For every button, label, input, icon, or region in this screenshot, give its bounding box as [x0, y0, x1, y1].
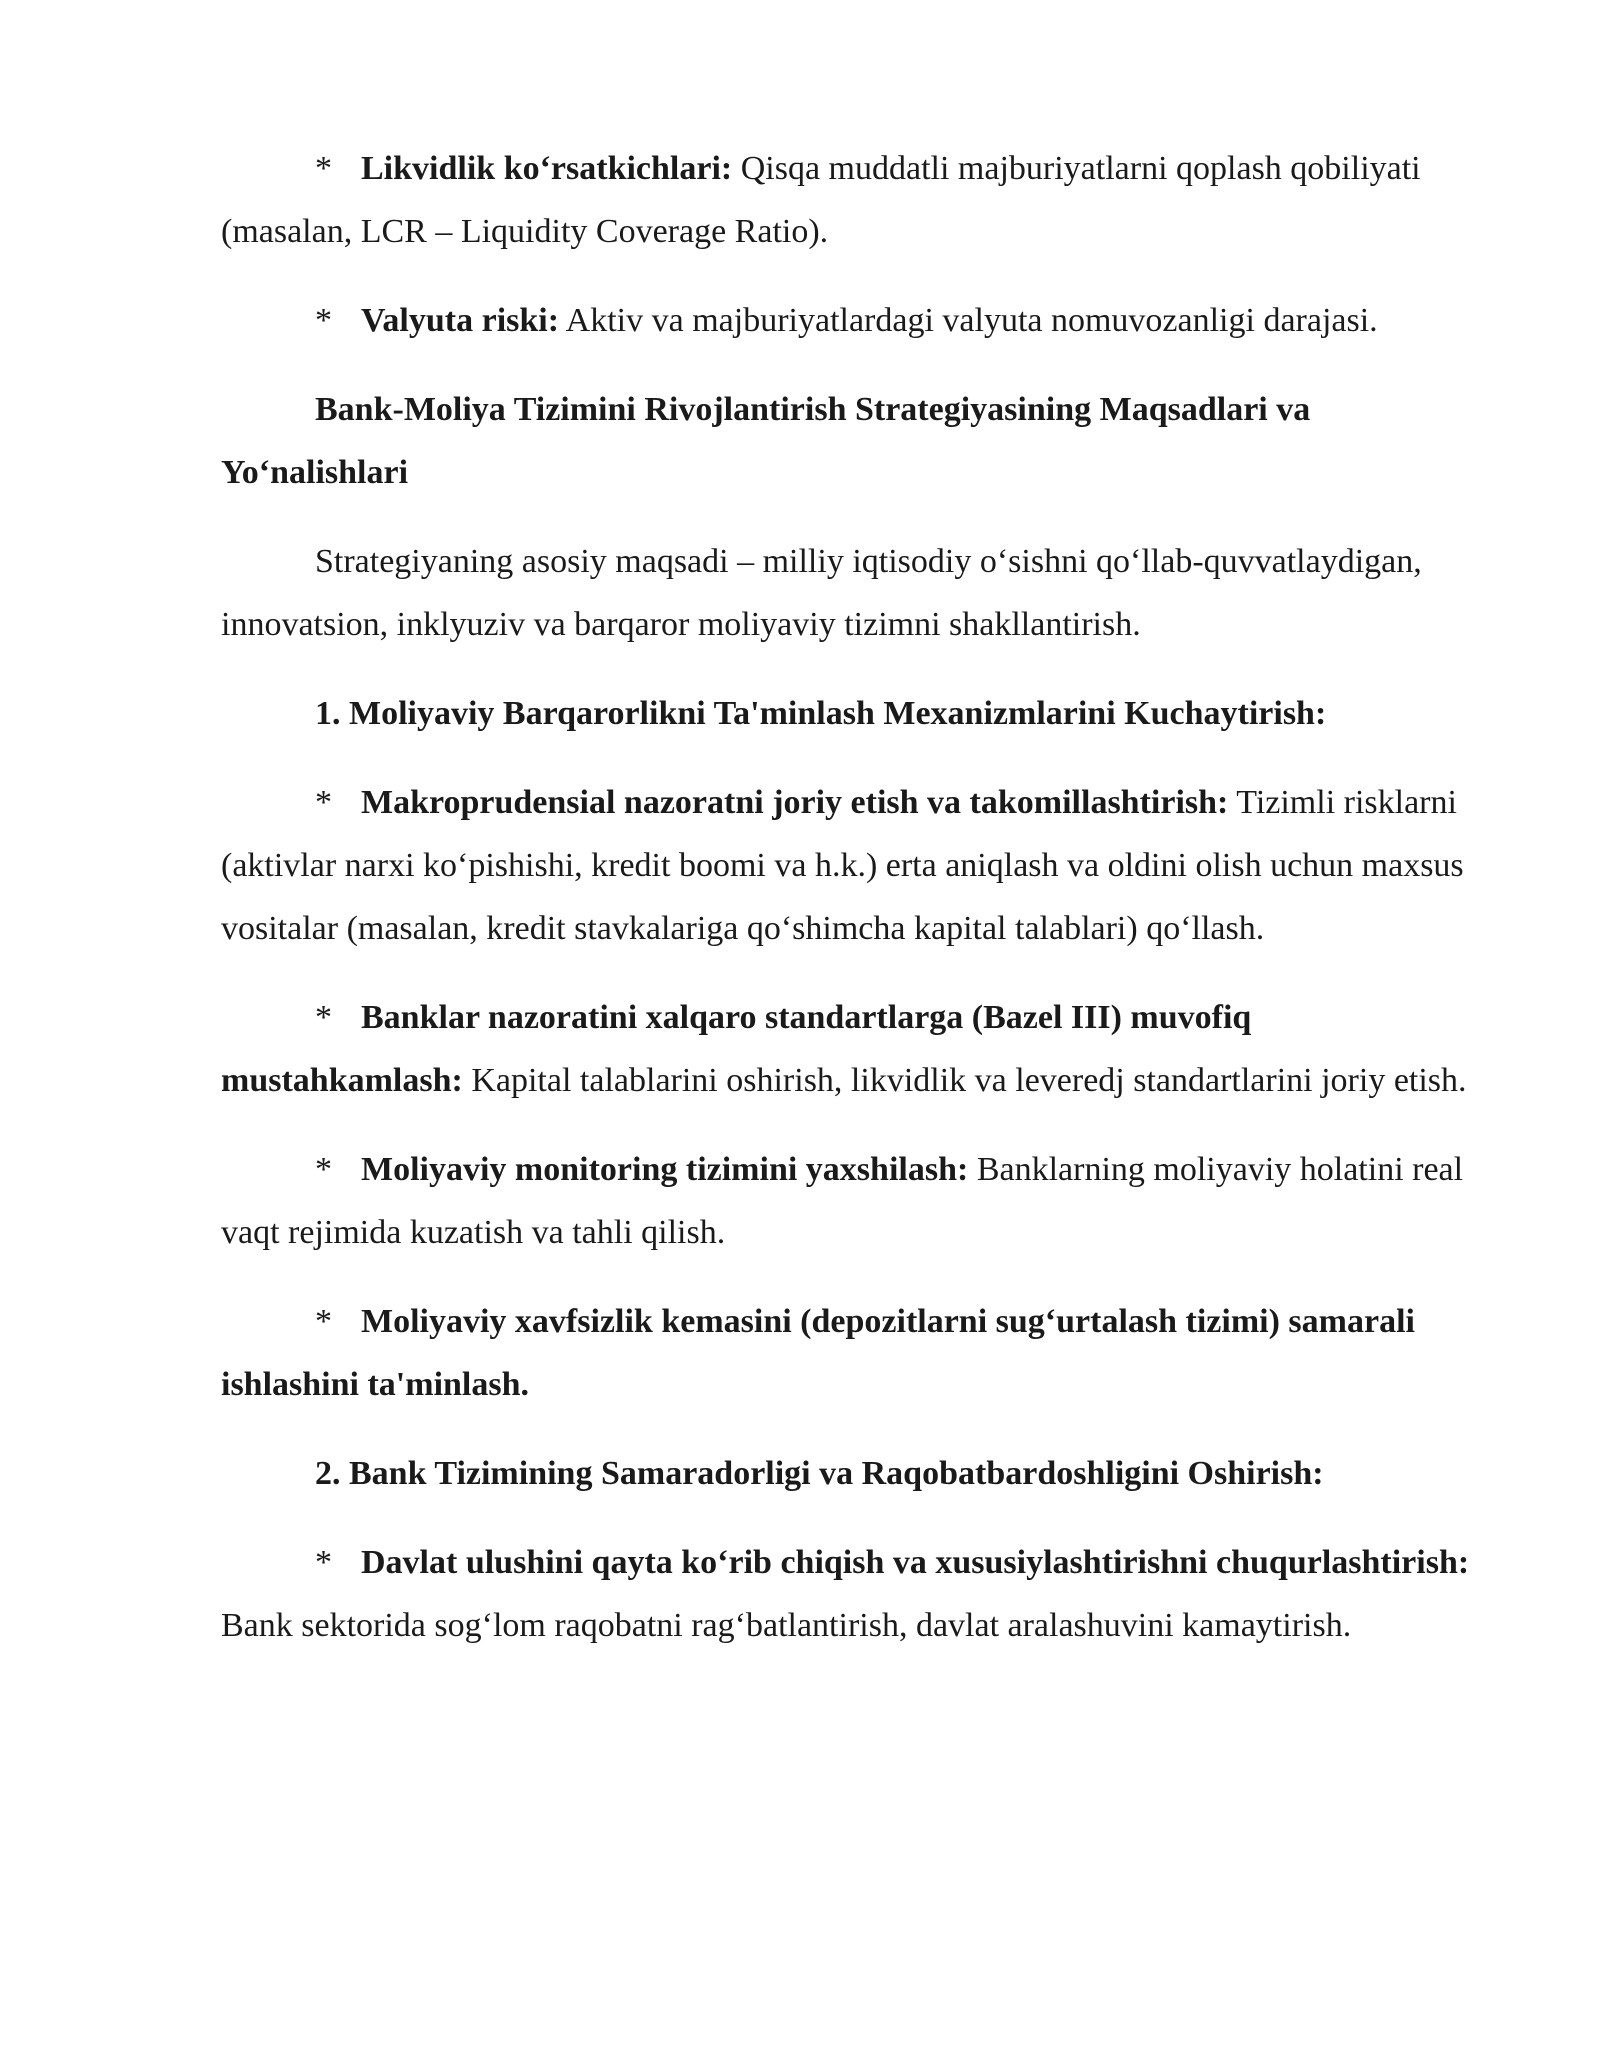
bullet-title: Valyuta riski:: [361, 302, 560, 339]
bullet-liquidity-indicators: [221, 137, 1483, 263]
bullet-title: Banklar nazoratini xalqaro standartlarga (Bazel III) muvofiq mustahkamlash:: [221, 999, 1252, 1099]
bullet-text: Tizimli risklarni (aktivlar narxi ko‘pishishi, kredit boomi va h.k.) erta aniqlash va oldini olish uchun maxsus vositalar (masalan, kredit stavkalariga qo‘shimcha kapital talablari) qo‘llash.: [221, 784, 1464, 947]
bullet-title: Makroprudensial nazoratni joriy etish va takomillashtirish:: [361, 784, 1229, 821]
bullet-currency-risk: [221, 289, 1483, 352]
bullet-marker: *: [315, 1303, 332, 1340]
bullet-text: Bank sektorida sog‘lom raqobatni rag‘batlantirish, davlat aralashuvini kamaytirish.: [221, 1607, 1352, 1644]
bullet-marker: *: [315, 1544, 332, 1581]
bullet-basel-iii: [221, 986, 1483, 1112]
section-heading-bank-efficiency: [221, 1442, 1483, 1505]
section-heading-financial-stability: [221, 682, 1483, 745]
bullet-marker: *: [315, 1151, 332, 1188]
paragraph-text: Strategiyaning asosiy maqsadi – milliy iqtisodiy o‘sishni qo‘llab-quvvatlaydigan, innovatsion, inklyuziv va barqaror moliyaviy tizimni shakllantirish.: [221, 543, 1422, 643]
bullet-state-share-privatization: [221, 1531, 1483, 1657]
bullet-financial-monitoring: [221, 1138, 1483, 1264]
bullet-text: Banklarning moliyaviy holatini real vaqt rejimida kuzatish va tahli qilish.: [221, 1151, 1464, 1251]
strategy-main-goal-paragraph: [221, 530, 1483, 656]
document-page: [221, 137, 1483, 1683]
bullet-text: Qisqa muddatli majburiyatlarni qoplash qobiliyati (masalan, LCR – Liquidity Coverage Ratio).: [221, 150, 1421, 250]
bullet-title: Moliyaviy xavfsizlik kemasini (depozitlarni sug‘urtalash tizimi) samarali ishlashini ta'minlash.: [221, 1303, 1415, 1403]
bullet-title: Moliyaviy monitoring tizimini yaxshilash:: [361, 1151, 969, 1188]
bullet-text: Kapital talablarini oshirish, likvidlik va leveredj standartlarini joriy etish.: [462, 1062, 1467, 1099]
bullet-title: Likvidlik ko‘rsatkichlari:: [361, 150, 733, 187]
bullet-marker: *: [315, 999, 332, 1036]
bullet-marker: *: [315, 302, 332, 339]
bullet-title: Davlat ulushini qayta ko‘rib chiqish va xususiylashtirishni chuqurlashtirish:: [361, 1544, 1470, 1581]
bullet-macroprudential-supervision: [221, 771, 1483, 960]
heading-text: 2. Bank Tizimining Samaradorligi va Raqobatbardoshligini Oshirish:: [315, 1455, 1324, 1492]
bullet-deposit-insurance: [221, 1290, 1483, 1416]
heading-text: Bank-Moliya Tizimini Rivojlantirish Strategiyasining Maqsadlari va Yo‘nalishlari: [221, 391, 1311, 491]
section-heading-strategy-goals: [221, 378, 1483, 504]
bullet-text: Aktiv va majburiyatlardagi valyuta nomuvozanligi darajasi.: [559, 302, 1378, 339]
heading-text: 1. Moliyaviy Barqarorlikni Ta'minlash Mexanizmlarini Kuchaytirish:: [315, 695, 1327, 732]
bullet-marker: *: [315, 784, 332, 821]
bullet-marker: *: [315, 150, 332, 187]
